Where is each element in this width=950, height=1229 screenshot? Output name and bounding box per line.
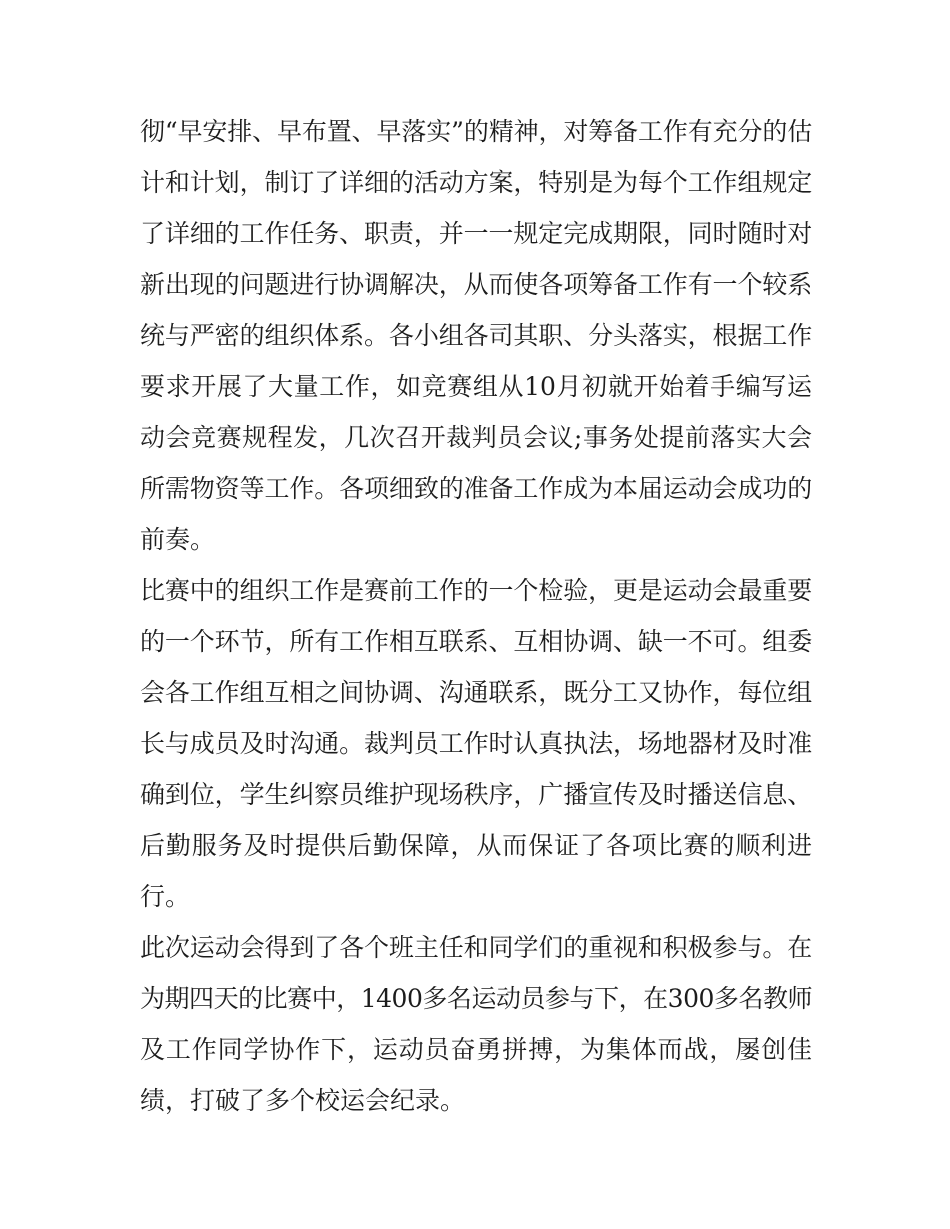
text-line: 计和计划，制订了详细的活动方案，特别是为每个工作组规定 xyxy=(140,168,812,197)
text-line: 及工作同学协作下，运动员奋勇拼搏，为集体而战，屡创佳 xyxy=(140,1035,812,1064)
text-line: 动会竞赛规程发，几次召开裁判员会议;事务处提前落实大会 xyxy=(140,423,812,452)
text-line: 所需物资等工作。各项细致的准备工作成为本届运动会成功的 xyxy=(140,474,812,503)
document-body xyxy=(140,106,812,1126)
text-line: 长与成员及时沟通。裁判员工作时认真执法，场地器材及时准 xyxy=(140,729,812,758)
text-line: 前奏。 xyxy=(140,525,216,554)
text-line: 要求开展了大量工作，如竞赛组从10月初就开始着手编写运 xyxy=(140,372,812,401)
text-line: 彻“早安排、早布置、早落实”的精神，对筹备工作有充分的估 xyxy=(140,117,812,146)
text-line: 比赛中的组织工作是赛前工作的一个检验，更是运动会最重要 xyxy=(140,576,812,605)
text-line: 的一个环节，所有工作相互联系、互相协调、缺一不可。组委 xyxy=(140,627,812,656)
paragraph-3 xyxy=(140,922,812,1126)
paragraph-2 xyxy=(140,565,812,922)
paragraph-1 xyxy=(140,106,812,565)
text-line: 统与严密的组织体系。各小组各司其职、分头落实，根据工作 xyxy=(140,321,812,350)
text-line: 此次运动会得到了各个班主任和同学们的重视和积极参与。在 xyxy=(140,933,812,962)
text-line: 后勤服务及时提供后勤保障，从而保证了各项比赛的顺利进 xyxy=(140,831,812,860)
text-line: 新出现的问题进行协调解决，从而使各项筹备工作有一个较系 xyxy=(140,270,812,299)
text-line: 会各工作组互相之间协调、沟通联系，既分工又协作，每位组 xyxy=(140,678,812,707)
text-line: 绩，打破了多个校运会纪录。 xyxy=(140,1086,466,1115)
text-line: 行。 xyxy=(140,882,191,911)
text-line: 了详细的工作任务、职责，并一一规定完成期限，同时随时对 xyxy=(140,219,812,248)
text-line: 确到位，学生纠察员维护现场秩序，广播宣传及时播送信息、 xyxy=(140,780,812,809)
text-line: 为期四天的比赛中，1400多名运动员参与下，在300多名教师 xyxy=(140,984,812,1013)
